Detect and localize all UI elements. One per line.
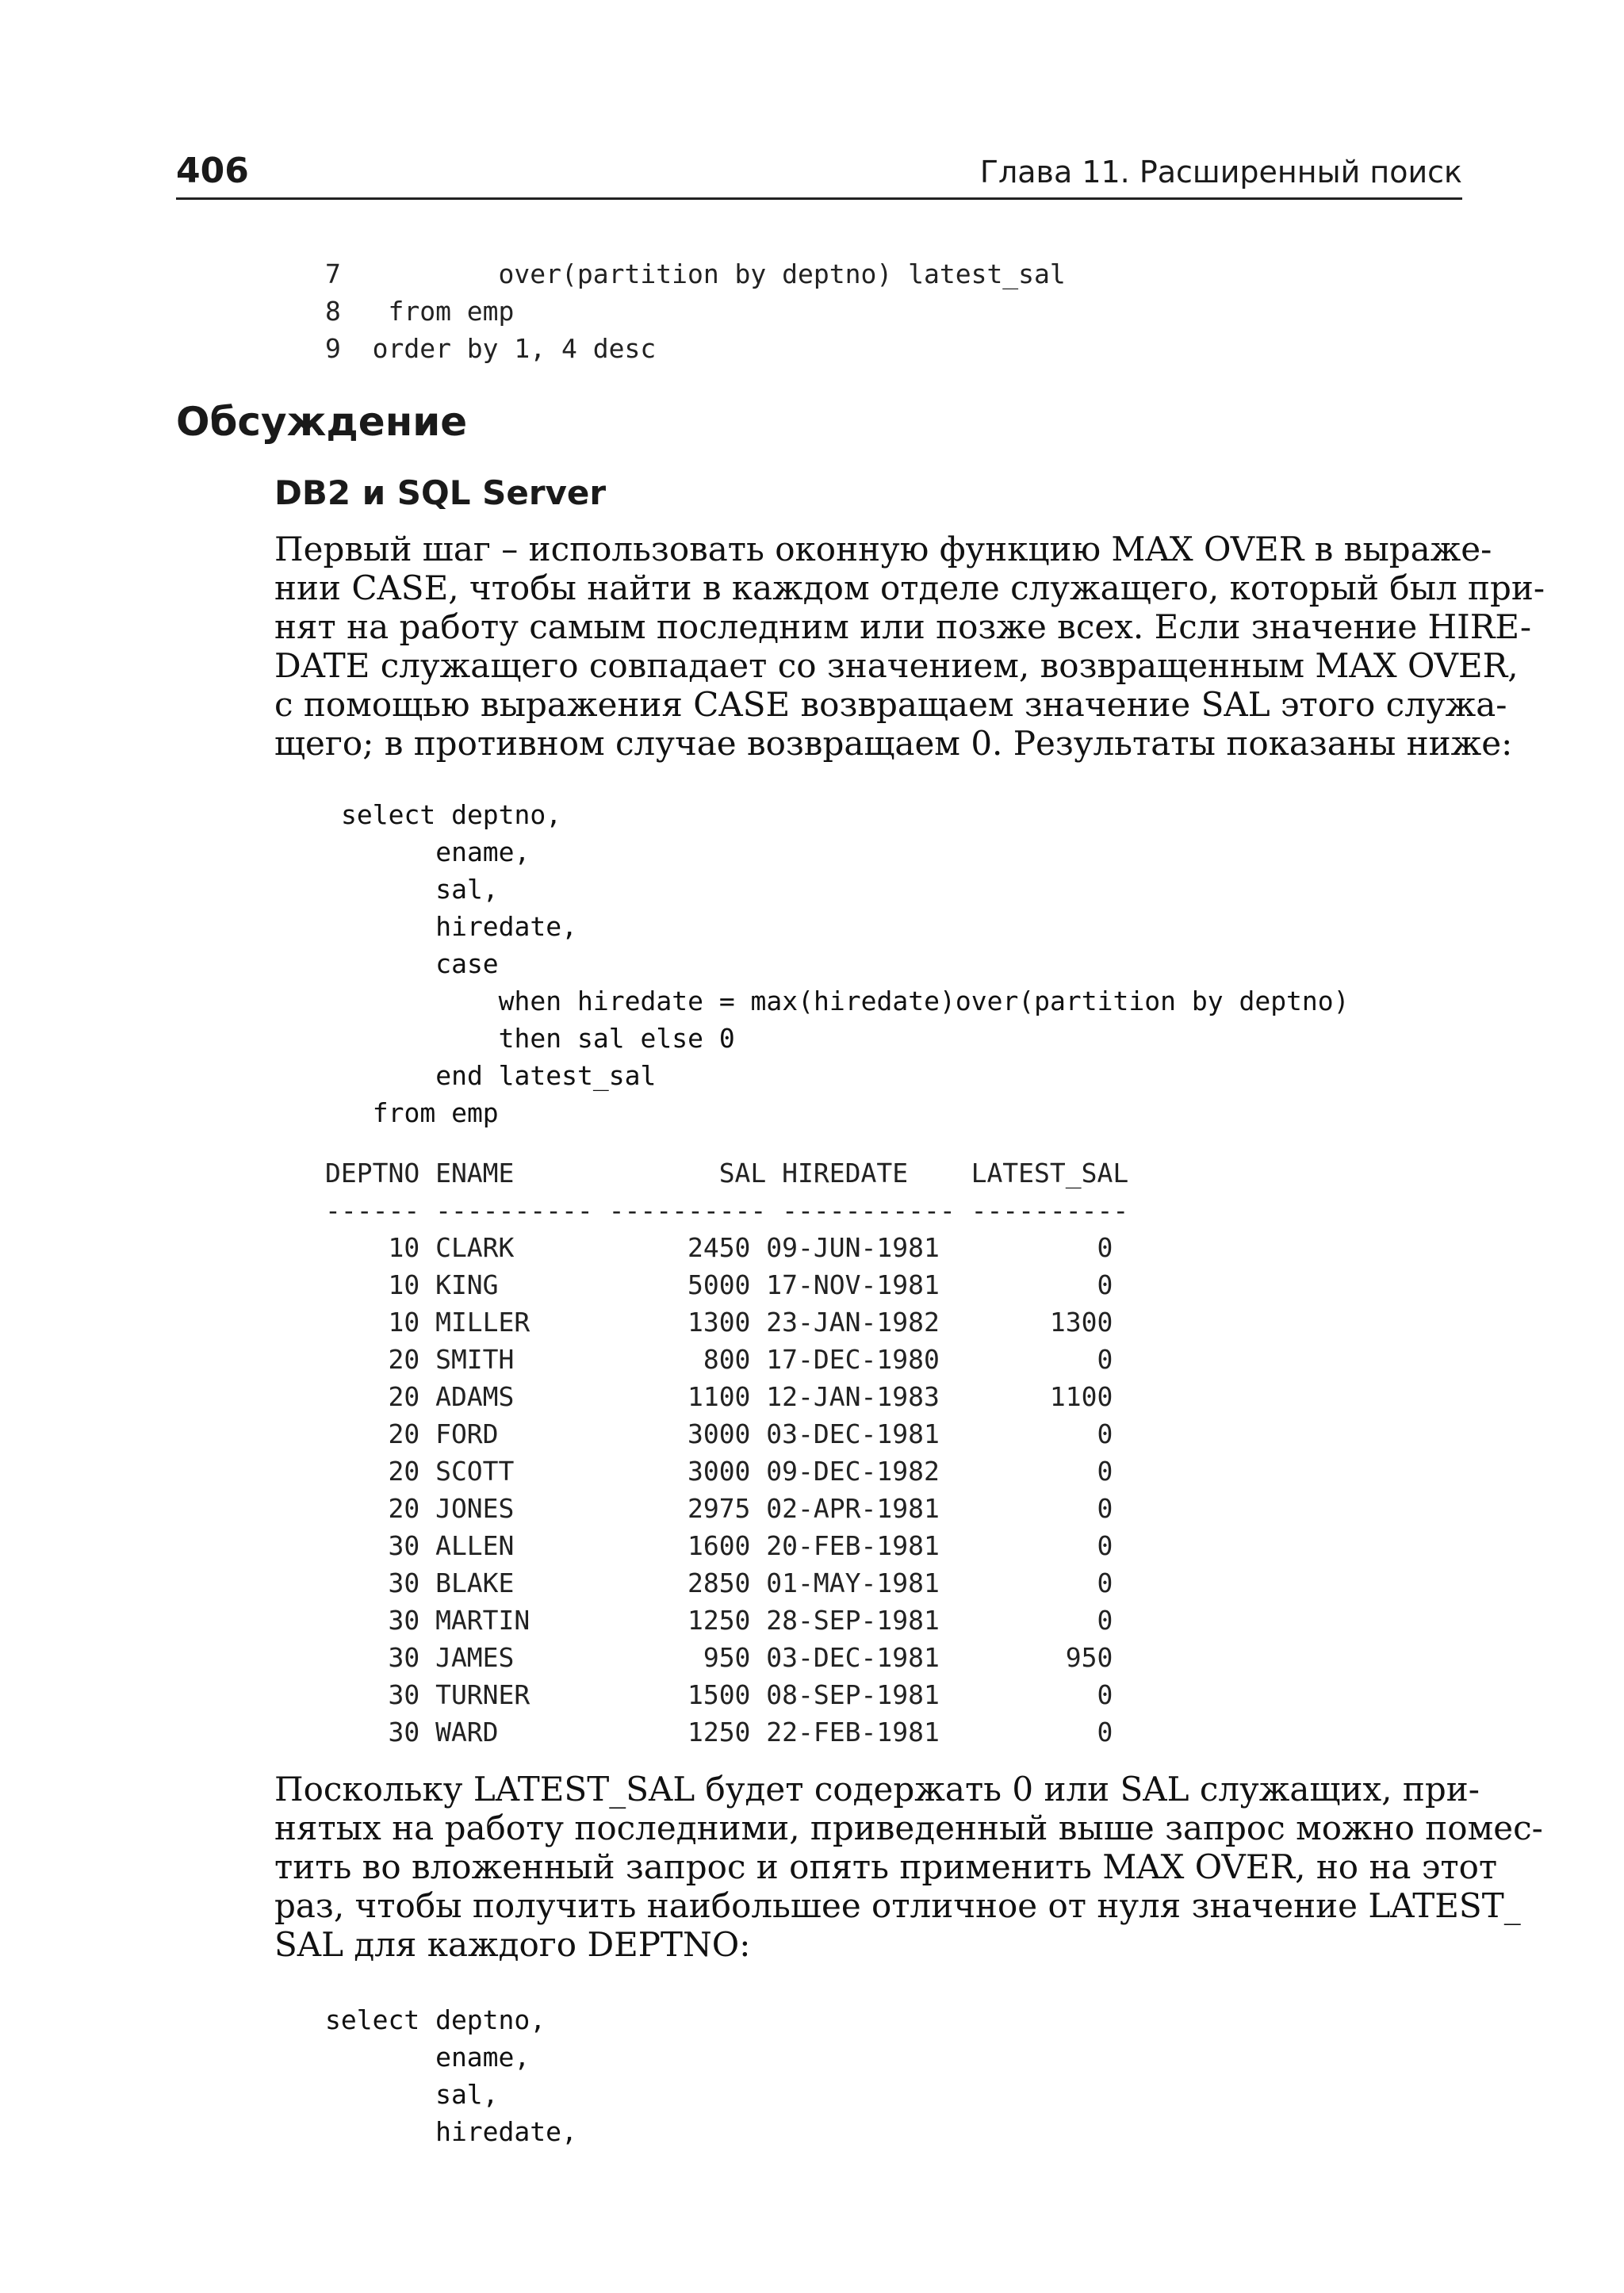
result-row: 30 WARD 1250 22-FEB-1981 0 <box>325 1717 1113 1748</box>
section-title: Обсуждение <box>176 399 468 445</box>
query1-line: end latest_sal <box>341 1060 657 1091</box>
paragraph-2 <box>274 1770 1543 1964</box>
result-row: 20 ADAMS 1100 12-JAN-1983 1100 <box>325 1381 1113 1412</box>
paragraph-line: раз, чтобы получить наибольшее отличное от нуля значение LATEST_ <box>274 1886 1521 1925</box>
paragraph-line: нят на работу самым последним или позже всех. Если значение HIRE- <box>274 607 1532 646</box>
result-row: 10 MILLER 1300 23-JAN-1982 1300 <box>325 1307 1113 1338</box>
result-row: 20 JONES 2975 02-APR-1981 0 <box>325 1493 1113 1524</box>
result-separator: ------ ---------- ---------- ----------- ---------- <box>325 1195 1129 1226</box>
paragraph-line: тить во вложенный запрос и опять применить MAX OVER, но на этот <box>274 1847 1498 1886</box>
query2-line: ename, <box>325 2042 530 2073</box>
query1-line: case <box>341 948 499 979</box>
result-row: 10 KING 5000 17-NOV-1981 0 <box>325 1269 1113 1300</box>
paragraph-line: нии CASE, чтобы найти в каждом отделе служащего, который был при- <box>274 568 1545 607</box>
query1-line: from emp <box>341 1097 499 1128</box>
running-title: Глава 11. Расширенный поиск <box>979 155 1462 189</box>
result-row: 30 MARTIN 1250 28-SEP-1981 0 <box>325 1605 1113 1636</box>
subsection-title: DB2 и SQL Server <box>274 473 607 512</box>
result-header: DEPTNO ENAME SAL HIREDATE LATEST_SAL <box>325 1158 1129 1189</box>
query2-line: select deptno, <box>325 2004 546 2035</box>
result-row: 30 TURNER 1500 08-SEP-1981 0 <box>325 1679 1113 1710</box>
paragraph-1 <box>274 530 1545 763</box>
code-line: 8 from emp <box>325 296 515 327</box>
result-row: 30 BLAKE 2850 01-MAY-1981 0 <box>325 1568 1113 1598</box>
result-row: 10 CLARK 2450 09-JUN-1981 0 <box>325 1232 1113 1263</box>
paragraph-line: с помощью выражения CASE возвращаем значение SAL этого служа- <box>274 685 1507 724</box>
paragraph-line: Первый шаг – использовать оконную функцию MAX OVER в выраже- <box>274 530 1492 568</box>
code-line: 7 over(partition by deptno) latest_sal <box>325 258 1066 289</box>
query1-line: hiredate, <box>341 911 578 942</box>
result-row: 30 JAMES 950 03-DEC-1981 950 <box>325 1642 1113 1673</box>
query1-line: sal, <box>341 874 499 905</box>
query1-line: select deptno, <box>341 799 562 830</box>
query2-line: sal, <box>325 2079 499 2110</box>
result-row: 20 SMITH 800 17-DEC-1980 0 <box>325 1344 1113 1375</box>
result-row: 20 FORD 3000 03-DEC-1981 0 <box>325 1418 1113 1449</box>
result-row: 30 ALLEN 1600 20-FEB-1981 0 <box>325 1530 1113 1561</box>
result-row: 20 SCOTT 3000 09-DEC-1982 0 <box>325 1456 1113 1487</box>
paragraph-line: DATE служащего совпадает со значением, возвращенным MAX OVER, <box>274 646 1519 685</box>
paragraph-line: Поскольку LATEST_SAL будет содержать 0 или SAL служащих, при- <box>274 1770 1480 1809</box>
code-line: 9 order by 1, 4 desc <box>325 333 657 364</box>
paragraph-line: нятых на работу последними, приведенный выше запрос можно помес- <box>274 1809 1543 1847</box>
query1-line: then sal else 0 <box>341 1023 735 1054</box>
query2-line: hiredate, <box>325 2116 577 2147</box>
query1-line: when hiredate = max(hiredate)over(partition by deptno) <box>341 986 1350 1016</box>
page-number: 406 <box>176 151 249 191</box>
paragraph-line: щего; в противном случае возвращаем 0. Результаты показаны ниже: <box>274 724 1513 763</box>
query1-line: ename, <box>341 836 530 867</box>
paragraph-line: SAL для каждого DEPTNO: <box>274 1925 751 1964</box>
header-rule <box>176 197 1462 200</box>
